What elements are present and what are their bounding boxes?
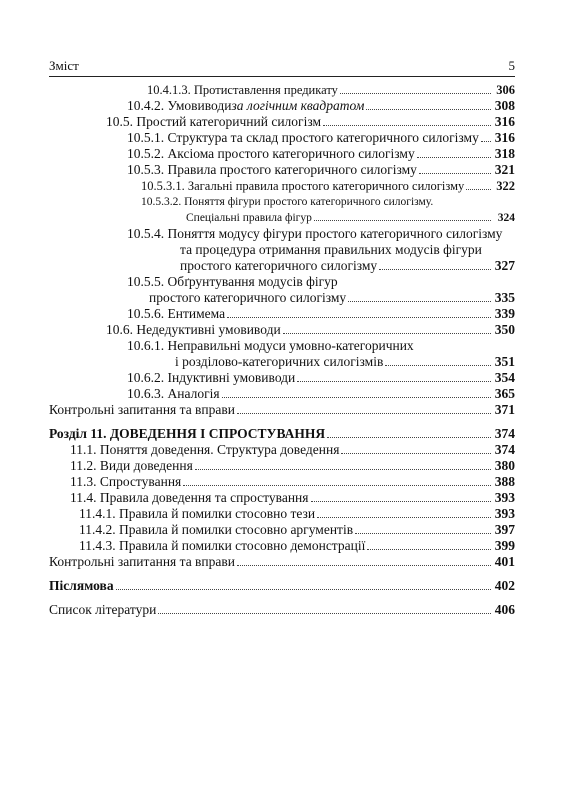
toc-entry: [49, 402, 515, 418]
toc-entry-title: простого категоричного силогізму: [149, 290, 347, 305]
toc-page-number: 306: [496, 83, 515, 97]
dot-leader: [355, 533, 491, 534]
toc-entry: [49, 226, 515, 274]
toc-page-number: 351: [494, 354, 515, 369]
header-rule: [49, 76, 515, 77]
dot-leader: [183, 485, 491, 486]
dot-leader: [340, 93, 491, 94]
dot-leader: [327, 437, 491, 438]
toc-entry-title: Контрольні запитання та вправи: [49, 554, 235, 569]
dot-leader: [314, 220, 491, 221]
toc-entry: [49, 458, 515, 474]
toc-entry-title: Контрольні запитання та вправи: [49, 402, 235, 417]
toc-page-number: 374: [494, 442, 515, 457]
toc-page-number: 365: [494, 386, 515, 401]
toc-entry-title: 10.5.6. Ентимема: [127, 306, 226, 321]
dot-leader: [419, 173, 491, 174]
toc-page-number: 308: [494, 98, 515, 113]
toc-entry-title: 11.4. Правила доведення та спростування: [70, 490, 309, 505]
toc-entry: [49, 114, 515, 130]
toc-entry: [49, 442, 515, 458]
page-number: 5: [508, 58, 515, 73]
toc-entry-title: 10.6.1. Неправильні модуси умовно-категоричних: [127, 338, 414, 353]
dot-leader: [366, 109, 491, 110]
toc-entry: [49, 274, 515, 306]
toc-entry-title: 10.5.3.1. Загальні правила простого категоричного силогізму: [141, 179, 465, 193]
dot-leader: [481, 141, 491, 142]
toc-entry: [49, 338, 515, 370]
toc-page-number: 388: [494, 474, 515, 489]
table-of-contents: [49, 82, 515, 618]
toc-page-number: 380: [494, 458, 515, 473]
toc-entry: [49, 578, 515, 594]
dot-leader: [227, 317, 491, 318]
toc-entry-title: 10.5.2. Аксіома простого категоричного силогізму: [127, 146, 415, 161]
toc-entry: [49, 322, 515, 338]
toc-page-number: 316: [494, 130, 515, 145]
toc-entry: [49, 98, 515, 114]
toc-entry-title: і розділово-категоричних силогізмів: [175, 354, 384, 369]
toc-entry-title: 11.4.3. Правила й помилки стосовно демонстрації: [79, 538, 366, 553]
dot-leader: [317, 517, 491, 518]
toc-entry-title: 10.6. Недедуктивні умовиводи: [106, 322, 281, 337]
dot-leader: [283, 333, 491, 334]
toc-page-number: 350: [494, 322, 515, 337]
toc-entry-title: 10.5.3.2. Поняття фігури простого категоричного силогізму.: [141, 196, 434, 208]
toc-entry-title: Розділ 11. ДОВЕДЕННЯ І СПРОСТУВАННЯ: [49, 426, 326, 441]
toc-page-number: 374: [494, 426, 515, 441]
toc-entry: [49, 130, 515, 146]
toc-entry-title: 10.6.2. Індуктивні умовиводи: [127, 370, 296, 385]
toc-entry-title: 10.6.3. Аналогія: [127, 386, 220, 401]
toc-entry: [49, 370, 515, 386]
toc-entry-title: простого категоричного силогізму: [180, 258, 378, 273]
dot-leader: [237, 565, 491, 566]
toc-entry-title: 11.1. Поняття доведення. Структура доведення: [70, 442, 340, 457]
toc-page-number: 354: [494, 370, 515, 385]
dot-leader: [158, 613, 491, 614]
toc-entry: [49, 490, 515, 506]
toc-page-number: 318: [494, 146, 515, 161]
toc-entry-title: 10.4.1.3. Протиставлення предикату: [147, 83, 338, 97]
dot-leader: [323, 125, 491, 126]
toc-entry-title: 10.5.5. Обґрунтування модусів фігур: [127, 274, 338, 289]
toc-page-number: 371: [494, 402, 515, 417]
toc-page-number: 339: [494, 306, 515, 321]
toc-entry: [49, 194, 515, 226]
toc-entry: [49, 554, 515, 570]
toc-page-number: 401: [494, 554, 515, 569]
toc-entry-title: 11.3. Спростування: [70, 474, 182, 489]
toc-page-number: 321: [494, 162, 515, 177]
toc-page-number: 399: [494, 538, 515, 553]
toc-entry: [49, 162, 515, 178]
toc-page-number: 406: [494, 602, 515, 617]
toc-entry-title: Список літератури: [49, 602, 157, 617]
toc-entry-title: 10.5.1. Структура та склад простого категоричного силогізму: [127, 130, 479, 145]
toc-page-number: 316: [494, 114, 515, 129]
toc-entry-title: 11.4.1. Правила й помилки стосовно тези: [79, 506, 316, 521]
toc-entry: [49, 178, 515, 194]
toc-entry-title: 10.4.2. Умовиводи: [127, 98, 232, 113]
toc-entry: [49, 602, 515, 618]
toc-entry: [49, 506, 515, 522]
toc-entry: [49, 426, 515, 442]
dot-leader: [222, 397, 491, 398]
dot-leader: [466, 189, 491, 190]
dot-leader: [341, 453, 491, 454]
toc-entry: [49, 82, 515, 98]
toc-entry-title: 11.4.2. Правила й помилки стосовно аргументів: [79, 522, 354, 537]
dot-leader: [348, 301, 491, 302]
toc-entry: [49, 474, 515, 490]
toc-entry-title: Післямова: [49, 578, 114, 593]
toc-page-number: 322: [496, 179, 515, 193]
toc-entry-title: Спеціальні правила фігур: [186, 212, 312, 224]
toc-page-number: 393: [494, 506, 515, 521]
toc-entry: [49, 538, 515, 554]
toc-page-number: 402: [494, 578, 515, 593]
dot-leader: [311, 501, 492, 502]
toc-page-number: 327: [494, 258, 515, 273]
toc-entry: [49, 522, 515, 538]
toc-entry-title: та процедура отримання правильних модусів фігури: [180, 242, 482, 257]
dot-leader: [116, 589, 491, 590]
header-title: Зміст: [49, 58, 79, 73]
running-header: [49, 58, 515, 76]
toc-page-number: 393: [494, 490, 515, 505]
toc-entry-title: 11.2. Види доведення: [70, 458, 193, 473]
toc-entry-title-italic: за логічним квадратом: [231, 98, 365, 113]
toc-entry-title: 10.5. Простий категоричний силогізм: [106, 114, 322, 129]
toc-page-number: 324: [497, 212, 515, 224]
dot-leader: [367, 549, 491, 550]
toc-page-number: 335: [494, 290, 515, 305]
dot-leader: [417, 157, 491, 158]
dot-leader: [385, 365, 491, 366]
toc-page-number: 397: [494, 522, 515, 537]
toc-entry: [49, 386, 515, 402]
toc-entry: [49, 306, 515, 322]
dot-leader: [195, 469, 491, 470]
toc-entry-title: 10.5.3. Правила простого категоричного силогізму: [127, 162, 417, 177]
toc-entry-title: 10.5.4. Поняття модусу фігури простого категоричного силогізму: [127, 226, 503, 241]
dot-leader: [237, 413, 491, 414]
dot-leader: [297, 381, 491, 382]
dot-leader: [379, 269, 491, 270]
toc-entry: [49, 146, 515, 162]
